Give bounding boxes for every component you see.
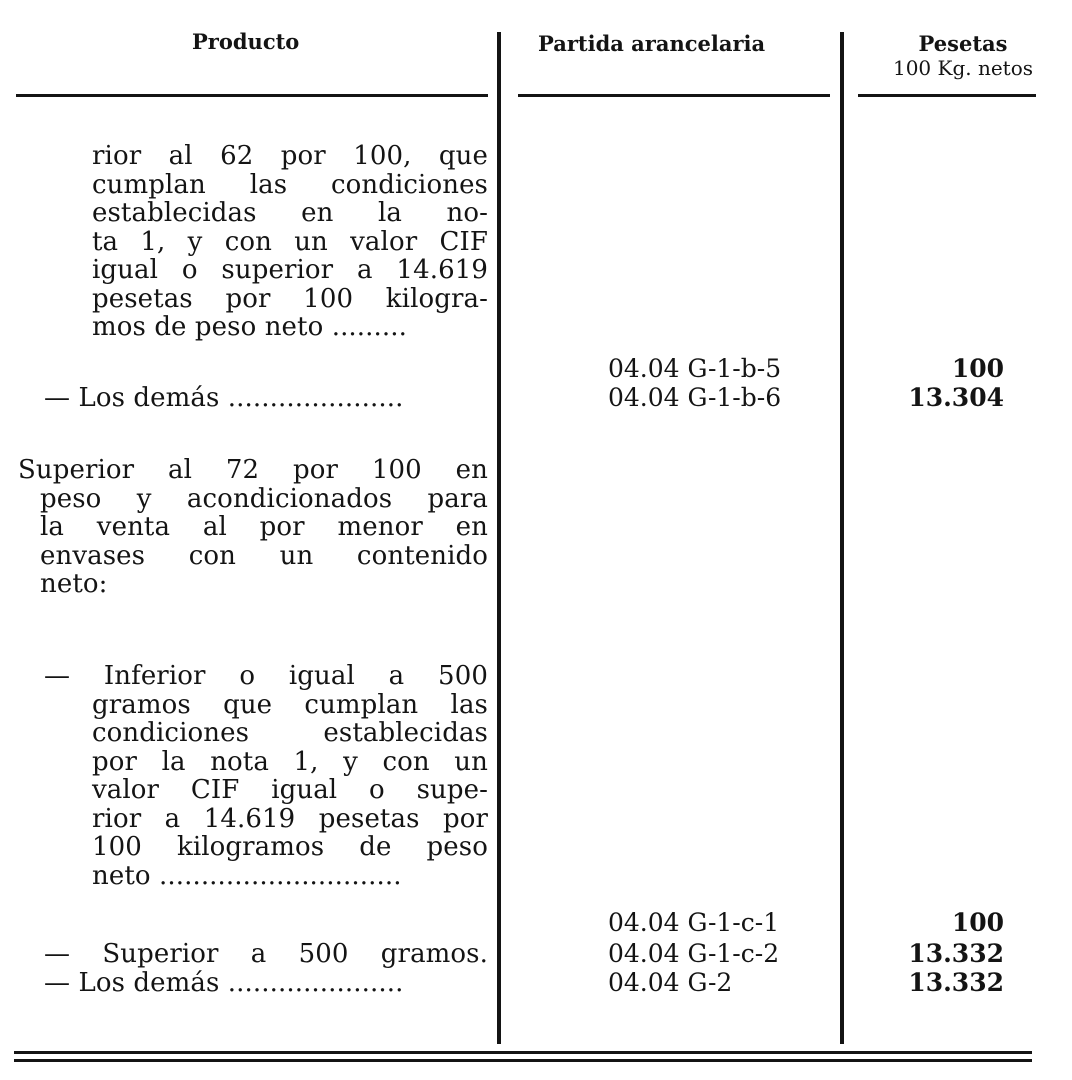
header-rule-pesetas xyxy=(858,94,1036,97)
header-rule-producto xyxy=(16,94,488,97)
product-text-block-3 xyxy=(44,662,488,691)
row-label: — Superior a 500 gramos. xyxy=(44,939,488,969)
text-line: peso y acondicionados para xyxy=(40,483,488,514)
product-row-los-demas xyxy=(44,969,403,998)
header-partida-arancelaria: Partida arancelaria xyxy=(538,31,766,56)
tariff-code: 04.04 G-1-b-6 xyxy=(608,383,782,412)
product-text-block-2 xyxy=(18,456,488,485)
text-line: ta 1, y con un valor CIF xyxy=(92,226,488,257)
text-line: neto ............................. xyxy=(92,860,402,891)
tariff-code: 04.04 G-2 xyxy=(608,968,733,997)
text-line: rior al 62 por 100, que xyxy=(92,141,488,171)
text-line: por la nota 1, y con un xyxy=(92,746,488,777)
text-line: igual o superior a 14.619 xyxy=(92,255,488,285)
header-producto: Producto xyxy=(192,29,300,54)
text-line: cumplan las condiciones xyxy=(92,169,488,200)
row-label: — Los demás ..................... xyxy=(44,383,404,413)
row-label: — Los demás ..................... xyxy=(44,968,404,998)
text-line: mos de peso neto ......... xyxy=(92,312,407,342)
tariff-code: 04.04 G-1-c-2 xyxy=(608,939,780,968)
tariff-value: 100 xyxy=(951,354,1004,383)
text-line: establecidas en la no- xyxy=(92,198,488,228)
text-line: pesetas por 100 kilogra- xyxy=(92,283,488,314)
header-rule-partida xyxy=(518,94,830,97)
product-text-block-2-cont xyxy=(40,485,488,599)
text-line: la venta al por menor en xyxy=(40,512,488,542)
tariff-value: 100 xyxy=(951,908,1004,937)
tariff-code: 04.04 G-1-c-1 xyxy=(608,908,780,937)
tariff-value: 13.332 xyxy=(908,939,1004,968)
text-line: Superior al 72 por 100 en xyxy=(18,455,488,485)
text-line: condiciones establecidas xyxy=(92,718,488,748)
product-row-superior-500 xyxy=(44,940,488,969)
header-pesetas-title: Pesetas xyxy=(918,31,1008,56)
text-line: gramos que cumplan las xyxy=(92,689,488,720)
tariff-value: 13.332 xyxy=(908,968,1004,997)
header-pesetas-unit: 100 Kg. netos xyxy=(892,56,1034,80)
tariff-code: 04.04 G-1-b-5 xyxy=(608,354,782,383)
text-line: — Inferior o igual a 500 xyxy=(44,661,488,691)
header-pesetas xyxy=(858,32,1068,80)
bottom-rule-bottom xyxy=(14,1059,1032,1062)
product-text-block-3-cont xyxy=(92,691,488,891)
product-text-block-1 xyxy=(92,142,488,342)
text-line: envases con un contenido xyxy=(40,540,488,571)
bottom-rule-top xyxy=(14,1051,1032,1054)
text-line: rior a 14.619 pesetas por xyxy=(92,803,488,834)
text-line: 100 kilogramos de peso xyxy=(92,832,488,862)
text-line: valor CIF igual o supe- xyxy=(92,775,488,805)
column-divider-1 xyxy=(497,32,501,1044)
product-row-los-demas xyxy=(44,384,403,413)
text-line: neto: xyxy=(40,569,108,599)
column-divider-2 xyxy=(840,32,844,1044)
tariff-value: 13.304 xyxy=(908,383,1004,412)
